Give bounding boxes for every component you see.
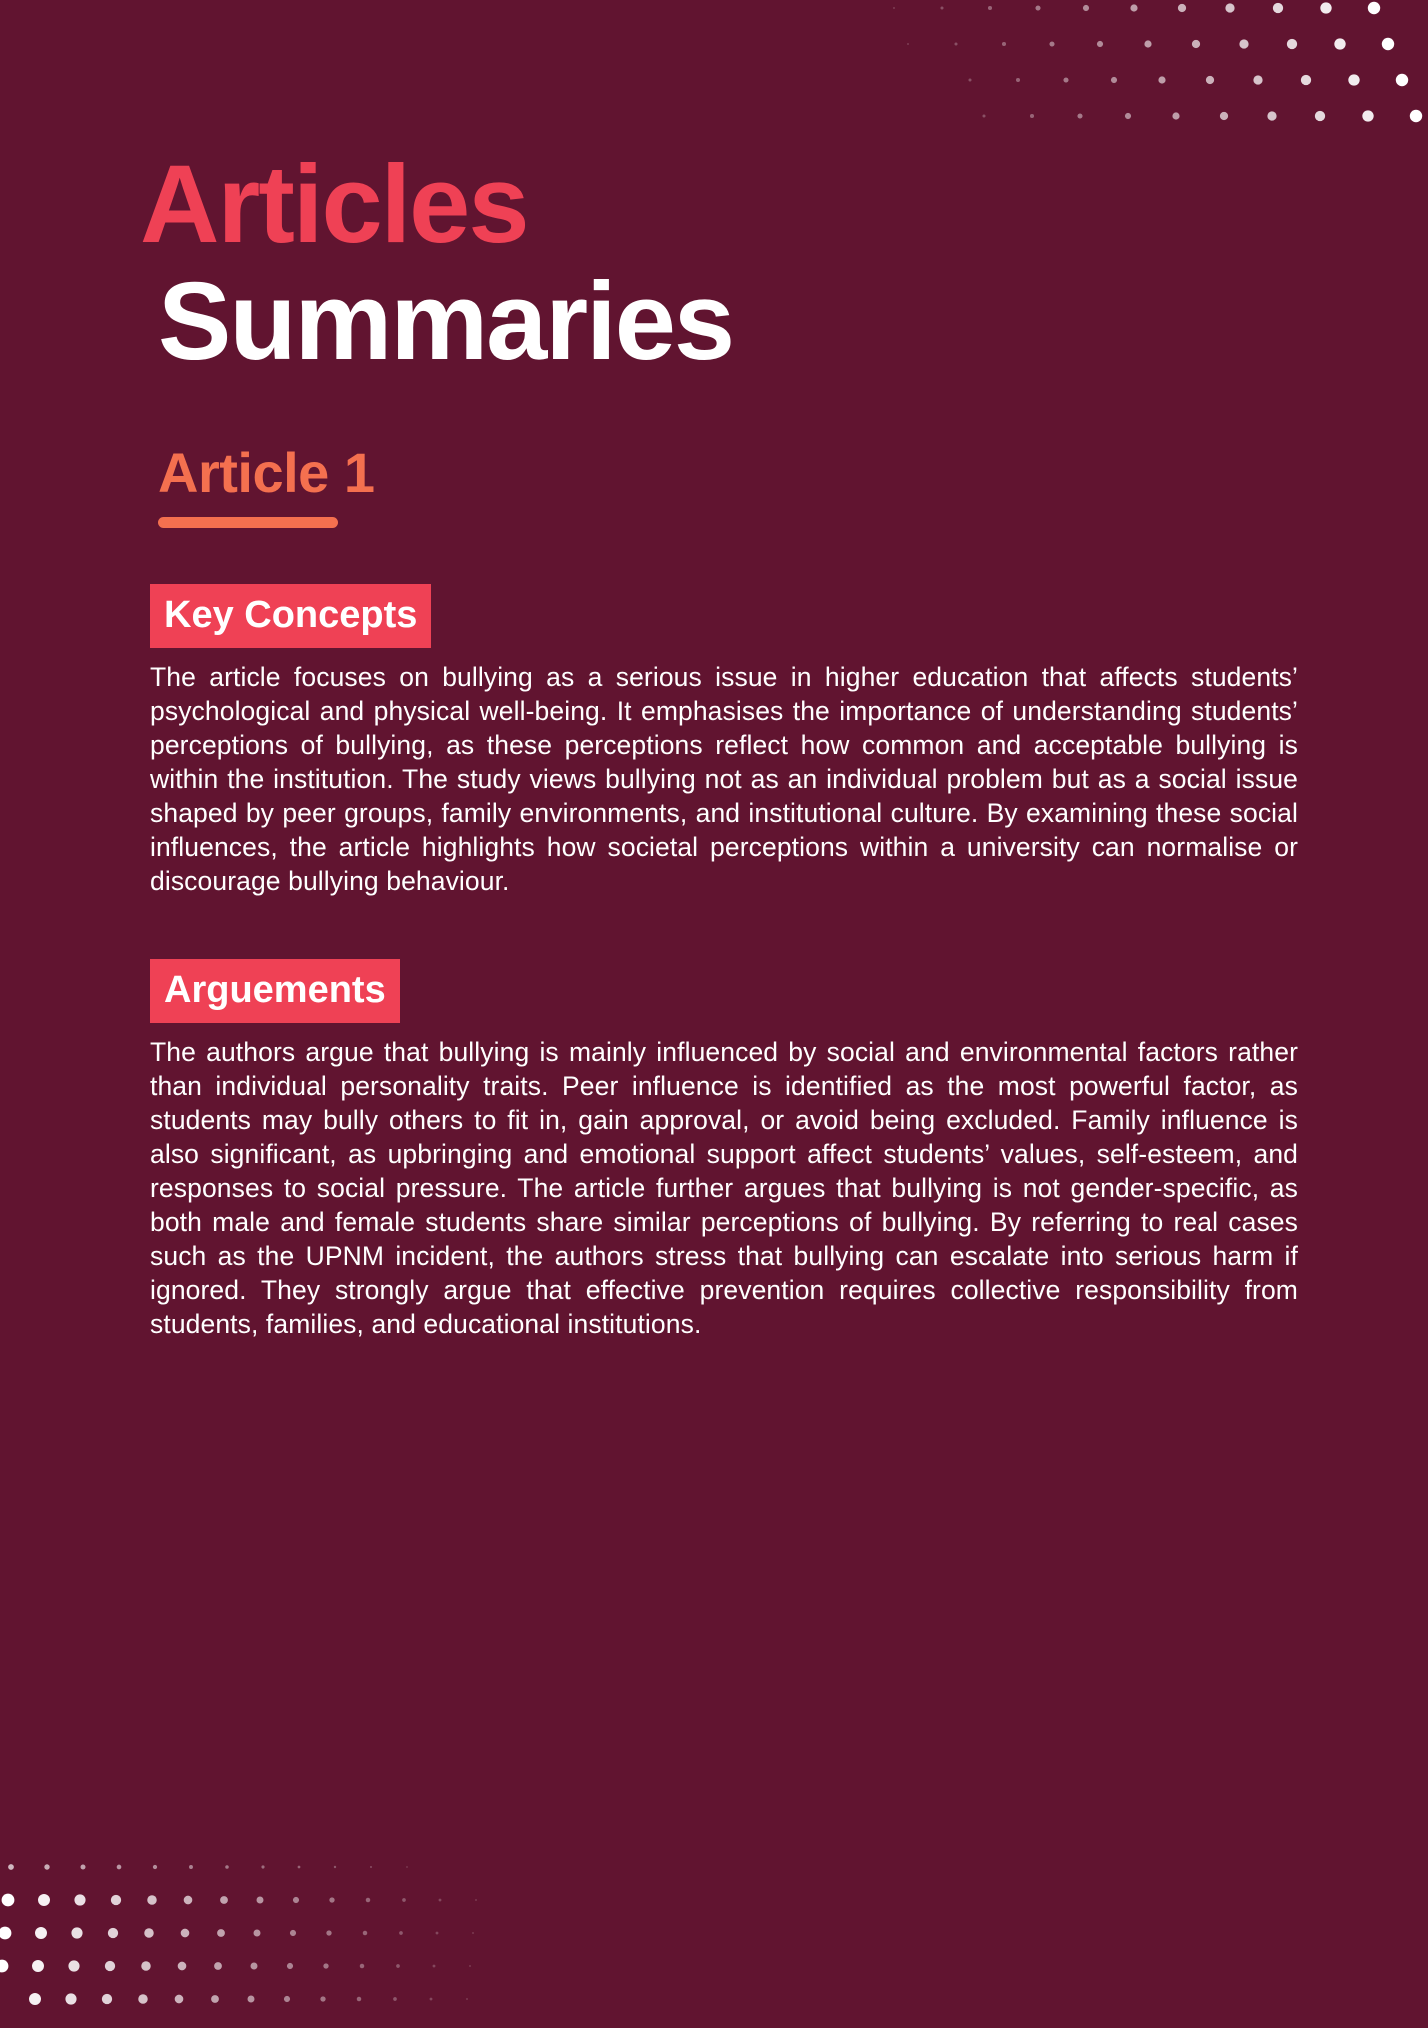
article-heading-underline — [158, 517, 338, 528]
page-title-line-2: Summaries — [158, 260, 734, 383]
article-heading-group — [158, 441, 1288, 528]
article-heading: Article 1 — [158, 441, 375, 505]
section-body-key-concepts: The article focuses on bullying as a serious issue in higher education that affects students’ psychological and physical well-being. It emphasises the importance of understanding students’ perceptions of bullying, as these perceptions reflect how common and acceptable bullying is within the institution. The study views bullying not as an individual problem but as a social issue shaped by peer groups, family environments, and institutional culture. By examining these social influences, the article highlights how societal perceptions within a university can normalise or discourage bullying behaviour. — [150, 662, 1298, 897]
section-arguements — [150, 959, 1298, 1341]
section-badge-arguements: Arguements — [150, 959, 400, 1023]
section-badge-key-concepts: Key Concepts — [150, 584, 431, 648]
section-key-concepts — [150, 584, 1298, 898]
masthead — [140, 0, 1288, 383]
page-title-line-1: Articles — [140, 143, 528, 266]
section-body-arguements: The authors argue that bullying is mainly influenced by social and environmental factors rather than individual personality traits. Peer influence is identified as the most powerful factor, as students may bully others to fit in, gain approval, or avoid being excluded. Family influence is also significant, as upbringing and emotional support affect students’ values, self-esteem, and responses to social pressure. The article further argues that bullying is not gender-specific, as both male and female students share similar perceptions of bullying. By referring to real cases such as the UPNM incident, the authors stress that bullying can escalate into serious harm if ignored. They strongly argue that effective prevention requires collective responsibility from students, families, and educational institutions. — [150, 1036, 1298, 1339]
